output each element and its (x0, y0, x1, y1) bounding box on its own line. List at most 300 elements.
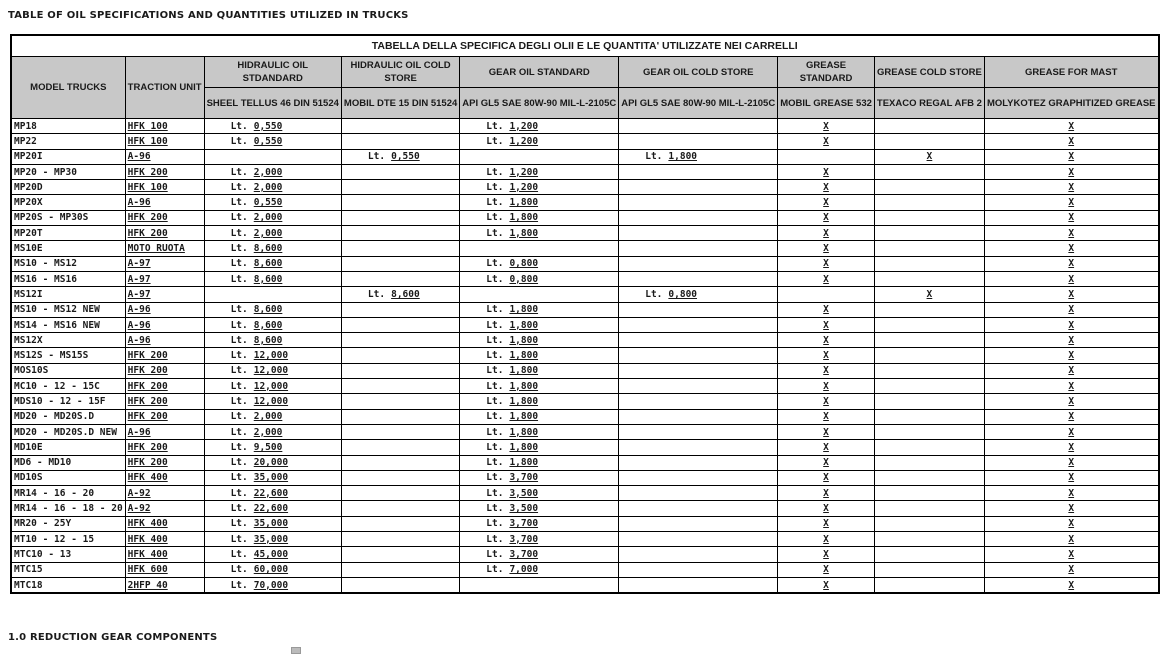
header-grease-standard: GREASE STANDARD (778, 57, 875, 88)
quantity-cell (204, 516, 341, 531)
grease-mark-cell (874, 409, 984, 424)
quantity-cell (619, 164, 778, 179)
quantity-value: 8,600 (253, 273, 283, 285)
grease-mark-cell: X (984, 547, 1158, 562)
quantity-cell (341, 470, 459, 485)
table-row (11, 195, 1159, 210)
quantity-value: 45,000 (253, 548, 289, 560)
quantity-value: 8,600 (253, 334, 283, 346)
traction-unit-cell: HFK 200 (125, 164, 204, 179)
quantity-cell (619, 180, 778, 195)
traction-unit-cell: HFK 200 (125, 394, 204, 409)
grease-mark-cell: X (984, 134, 1158, 149)
unit-label: Lt. (230, 411, 248, 423)
quantity-cell (619, 134, 778, 149)
quantity-cell (460, 577, 619, 593)
grease-mark-cell: X (984, 180, 1158, 195)
table-row (11, 134, 1159, 149)
quantity-value: 22,600 (253, 487, 289, 499)
quantity-value: 0,550 (253, 120, 283, 132)
quantity-cell (619, 424, 778, 439)
model-cell: MR14 - 16 - 18 - 20 (11, 501, 125, 516)
quantity-cell (460, 195, 619, 210)
grease-mark-cell: X (874, 287, 984, 302)
header-model-trucks: MODEL TRUCKS (11, 57, 125, 119)
table-row (11, 501, 1159, 516)
traction-unit-cell: HFK 200 (125, 348, 204, 363)
grease-mark-cell: X (778, 394, 875, 409)
grease-mark-cell: X (984, 501, 1158, 516)
quantity-value: 3,500 (509, 487, 539, 499)
grease-mark-cell: X (778, 348, 875, 363)
traction-unit-cell: HFK 400 (125, 547, 204, 562)
grease-mark-cell: X (984, 119, 1158, 134)
table-row (11, 119, 1159, 134)
quantity-value: 1,800 (509, 380, 539, 392)
quantity-cell (619, 547, 778, 562)
quantity-cell (619, 486, 778, 501)
grease-mark-cell: X (778, 195, 875, 210)
quantity-value: 1,800 (509, 212, 539, 224)
quantity-value: 1,800 (509, 334, 539, 346)
quantity-value: 12,000 (253, 395, 289, 407)
quantity-cell (204, 256, 341, 271)
quantity-value: 1,200 (509, 166, 539, 178)
unit-label: Lt. (230, 457, 248, 469)
header-gear-oil-cold-store: GEAR OIL COLD STORE (619, 57, 778, 88)
unit-label: Lt. (486, 472, 504, 484)
quantity-cell (204, 210, 341, 225)
unit-label: Lt. (486, 181, 504, 193)
quantity-value: 2,000 (253, 411, 283, 423)
quantity-cell (341, 394, 459, 409)
quantity-value: 1,200 (509, 120, 539, 132)
quantity-cell (341, 333, 459, 348)
quantity-cell (204, 149, 341, 164)
quantity-value: 3,500 (509, 503, 539, 515)
quantity-cell (341, 547, 459, 562)
quantity-cell (204, 501, 341, 516)
quantity-value: 1,800 (509, 227, 539, 239)
spec-hydraulic-oil-standard: SHEEL TELLUS 46 DIN 51524 (204, 88, 341, 119)
grease-mark-cell (874, 241, 984, 256)
quantity-cell (204, 271, 341, 286)
quantity-value: 0,550 (253, 135, 283, 147)
quantity-value: 12,000 (253, 365, 289, 377)
quantity-cell (619, 440, 778, 455)
table-row (11, 226, 1159, 241)
quantity-cell (341, 241, 459, 256)
table-row (11, 455, 1159, 470)
quantity-value: 2,000 (253, 166, 283, 178)
grease-mark-cell: X (778, 271, 875, 286)
unit-label: Lt. (486, 273, 504, 285)
section-title: 1.0 REDUCTION GEAR COMPONENTS (8, 632, 218, 643)
quantity-value: 22,600 (253, 503, 289, 515)
quantity-value: 70,000 (253, 579, 289, 591)
quantity-cell (204, 180, 341, 195)
unit-label: Lt. (486, 533, 504, 545)
unit-label: Lt. (230, 258, 248, 270)
unit-label: Lt. (230, 579, 248, 591)
quantity-cell (341, 379, 459, 394)
model-cell: MD20 - MD20S.D (11, 409, 125, 424)
table-row (11, 547, 1159, 562)
quantity-cell (460, 409, 619, 424)
quantity-cell (341, 149, 459, 164)
quantity-value: 1,800 (509, 304, 539, 316)
grease-mark-cell: X (984, 348, 1158, 363)
quantity-cell (204, 317, 341, 332)
spec-grease-standard: MOBIL GREASE 532 (778, 88, 875, 119)
quantity-cell (619, 516, 778, 531)
quantity-cell (460, 164, 619, 179)
unit-label: Lt. (230, 319, 248, 331)
unit-label: Lt. (486, 350, 504, 362)
grease-mark-cell (874, 532, 984, 547)
grease-mark-cell: X (984, 302, 1158, 317)
traction-unit-cell: A-92 (125, 486, 204, 501)
grease-mark-cell: X (778, 317, 875, 332)
quantity-cell (341, 516, 459, 531)
grease-mark-cell: X (984, 226, 1158, 241)
grease-mark-cell: X (984, 195, 1158, 210)
grease-mark-cell: X (984, 562, 1158, 577)
grease-mark-cell: X (778, 134, 875, 149)
grease-mark-cell: X (984, 287, 1158, 302)
grease-mark-cell: X (778, 363, 875, 378)
quantity-value: 0,550 (391, 151, 420, 163)
traction-unit-cell: MOTO RUOTA (125, 241, 204, 256)
unit-label: Lt. (230, 273, 248, 285)
quantity-cell (204, 195, 341, 210)
grease-mark-cell (874, 363, 984, 378)
model-cell: MT10 - 12 - 15 (11, 532, 125, 547)
quantity-cell (619, 195, 778, 210)
grease-mark-cell: X (778, 164, 875, 179)
quantity-cell (460, 180, 619, 195)
quantity-cell (619, 501, 778, 516)
grease-mark-cell (874, 256, 984, 271)
quantity-value: 2,000 (253, 426, 283, 438)
grease-mark-cell (778, 149, 875, 164)
quantity-cell (341, 134, 459, 149)
traction-unit-cell: A-97 (125, 256, 204, 271)
quantity-value: 7,000 (509, 564, 539, 576)
quantity-cell (341, 409, 459, 424)
grease-mark-cell: X (778, 333, 875, 348)
grease-mark-cell (874, 302, 984, 317)
table-row (11, 424, 1159, 439)
unit-label: Lt. (230, 472, 248, 484)
quantity-cell (460, 379, 619, 394)
unit-label: Lt. (486, 426, 504, 438)
grease-mark-cell (874, 470, 984, 485)
unit-label: Lt. (230, 135, 248, 147)
unit-label: Lt. (230, 365, 248, 377)
grease-mark-cell (874, 271, 984, 286)
unit-label: Lt. (230, 243, 248, 255)
grease-mark-cell (874, 424, 984, 439)
model-cell: MP20D (11, 180, 125, 195)
quantity-value: 60,000 (253, 564, 289, 576)
quantity-cell (341, 440, 459, 455)
unit-label: Lt. (486, 334, 504, 346)
unit-label: Lt. (486, 227, 504, 239)
model-cell: MS10 - MS12 (11, 256, 125, 271)
quantity-cell (619, 532, 778, 547)
traction-unit-cell: A-96 (125, 302, 204, 317)
quantity-cell (460, 119, 619, 134)
grease-mark-cell: X (984, 256, 1158, 271)
quantity-cell (204, 226, 341, 241)
unit-label: Lt. (486, 120, 504, 132)
quantity-value: 0,800 (509, 273, 539, 285)
quantity-cell (204, 562, 341, 577)
unit-label: Lt. (486, 411, 504, 423)
model-cell: MD10E (11, 440, 125, 455)
traction-unit-cell: A-96 (125, 317, 204, 332)
quantity-cell (341, 577, 459, 593)
model-cell: MP20S - MP30S (11, 210, 125, 225)
quantity-value: 8,600 (253, 243, 283, 255)
table-row (11, 180, 1159, 195)
unit-label: Lt. (645, 151, 663, 163)
traction-unit-cell: 2HFP 40 (125, 577, 204, 593)
grease-mark-cell: X (778, 241, 875, 256)
grease-mark-cell: X (778, 516, 875, 531)
grease-mark-cell: X (984, 241, 1158, 256)
quantity-value: 0,800 (509, 258, 539, 270)
unit-label: Lt. (486, 197, 504, 209)
grease-mark-cell: X (984, 379, 1158, 394)
quantity-value: 9,500 (253, 441, 283, 453)
traction-unit-cell: HFK 200 (125, 455, 204, 470)
unit-label: Lt. (486, 487, 504, 499)
grease-mark-cell: X (778, 532, 875, 547)
model-cell: MP18 (11, 119, 125, 134)
model-cell: MTC10 - 13 (11, 547, 125, 562)
grease-mark-cell: X (984, 486, 1158, 501)
traction-unit-cell: HFK 100 (125, 134, 204, 149)
table-row (11, 363, 1159, 378)
grease-mark-cell: X (778, 562, 875, 577)
quantity-value: 12,000 (253, 350, 289, 362)
spec-gear-oil-cold-store: API GL5 SAE 80W-90 MIL-L-2105C (619, 88, 778, 119)
grease-mark-cell: X (984, 164, 1158, 179)
model-cell: MD20 - MD20S.D NEW (11, 424, 125, 439)
quantity-cell (460, 271, 619, 286)
quantity-value: 8,600 (253, 304, 283, 316)
unit-label: Lt. (230, 166, 248, 178)
spec-gear-oil-standard: API GL5 SAE 80W-90 MIL-L-2105C (460, 88, 619, 119)
quantity-cell (460, 501, 619, 516)
header-grease-cold-store: GREASE COLD STORE (874, 57, 984, 88)
quantity-cell (341, 317, 459, 332)
quantity-value: 2,000 (253, 227, 283, 239)
table-row (11, 210, 1159, 225)
quantity-cell (204, 333, 341, 348)
quantity-cell (460, 516, 619, 531)
grease-mark-cell (874, 134, 984, 149)
unit-label: Lt. (230, 212, 248, 224)
quantity-cell (204, 440, 341, 455)
quantity-value: 2,000 (253, 181, 283, 193)
model-cell: MP20 - MP30 (11, 164, 125, 179)
quantity-value: 1,800 (509, 411, 539, 423)
quantity-cell (341, 532, 459, 547)
quantity-cell (619, 577, 778, 593)
quantity-value: 0,550 (253, 197, 283, 209)
grease-mark-cell (874, 516, 984, 531)
quantity-cell (341, 119, 459, 134)
quantity-value: 35,000 (253, 533, 289, 545)
grease-mark-cell: X (778, 486, 875, 501)
quantity-cell (341, 424, 459, 439)
grease-mark-cell: X (984, 317, 1158, 332)
quantity-cell (460, 134, 619, 149)
quantity-value: 8,600 (391, 288, 420, 300)
model-cell: MS10 - MS12 NEW (11, 302, 125, 317)
unit-label: Lt. (230, 395, 248, 407)
grease-mark-cell: X (984, 516, 1158, 531)
grease-mark-cell: X (778, 409, 875, 424)
unit-label: Lt. (486, 365, 504, 377)
quantity-cell (341, 226, 459, 241)
grease-mark-cell: X (778, 577, 875, 593)
quantity-value: 0,800 (668, 288, 698, 300)
grease-mark-cell: X (778, 256, 875, 271)
quantity-value: 1,800 (509, 365, 539, 377)
grease-mark-cell: X (778, 470, 875, 485)
traction-unit-cell: HFK 400 (125, 516, 204, 531)
grease-mark-cell: X (984, 470, 1158, 485)
traction-unit-cell: HFK 200 (125, 409, 204, 424)
unit-label: Lt. (486, 319, 504, 331)
grease-mark-cell (874, 226, 984, 241)
quantity-cell (204, 119, 341, 134)
unit-label: Lt. (230, 487, 248, 499)
quantity-cell (204, 532, 341, 547)
table-row (11, 562, 1159, 577)
model-cell: MDS10 - 12 - 15F (11, 394, 125, 409)
quantity-cell (204, 577, 341, 593)
quantity-cell (619, 210, 778, 225)
unit-label: Lt. (486, 564, 504, 576)
oil-specification-table (10, 34, 1160, 594)
grease-mark-cell (874, 577, 984, 593)
quantity-cell (460, 317, 619, 332)
grease-mark-cell: X (778, 119, 875, 134)
quantity-value: 1,800 (509, 350, 539, 362)
unit-label: Lt. (486, 166, 504, 178)
table-row (11, 348, 1159, 363)
quantity-cell (619, 302, 778, 317)
table-row (11, 516, 1159, 531)
quantity-value: 35,000 (253, 472, 289, 484)
unit-label: Lt. (230, 380, 248, 392)
quantity-cell (619, 317, 778, 332)
quantity-value: 3,700 (509, 533, 539, 545)
quantity-cell (460, 149, 619, 164)
quantity-value: 3,700 (509, 548, 539, 560)
quantity-value: 2,000 (253, 212, 283, 224)
grease-mark-cell (874, 562, 984, 577)
quantity-value: 1,200 (509, 135, 539, 147)
traction-unit-cell: HFK 200 (125, 363, 204, 378)
traction-unit-cell: A-96 (125, 333, 204, 348)
spec-grease-for-mast: MOLYKOTEZ GRAPHITIZED GREASE (984, 88, 1158, 119)
scroll-handle[interactable] (291, 647, 301, 654)
traction-unit-cell: HFK 200 (125, 226, 204, 241)
table-row (11, 409, 1159, 424)
header-hydraulic-oil-standard: HIDRAULIC OIL STDANDARD (204, 57, 341, 88)
unit-label: Lt. (230, 334, 248, 346)
quantity-cell (460, 348, 619, 363)
quantity-cell (460, 394, 619, 409)
model-cell: MS14 - MS16 NEW (11, 317, 125, 332)
unit-label: Lt. (486, 548, 504, 560)
quantity-cell (460, 486, 619, 501)
quantity-value: 1,800 (668, 151, 698, 163)
spec-grease-cold-store: TEXACO REGAL AFB 2 (874, 88, 984, 119)
unit-label: Lt. (230, 227, 248, 239)
table-row (11, 532, 1159, 547)
traction-unit-cell: A-92 (125, 501, 204, 516)
unit-label: Lt. (230, 181, 248, 193)
quantity-cell (341, 180, 459, 195)
quantity-cell (619, 409, 778, 424)
quantity-cell (619, 455, 778, 470)
model-cell: MS12I (11, 287, 125, 302)
grease-mark-cell (874, 501, 984, 516)
table-row (11, 577, 1159, 593)
table-row (11, 241, 1159, 256)
table-row (11, 256, 1159, 271)
grease-mark-cell (874, 547, 984, 562)
model-cell: MS16 - MS16 (11, 271, 125, 286)
quantity-cell (619, 226, 778, 241)
quantity-cell (460, 302, 619, 317)
grease-mark-cell (874, 394, 984, 409)
model-cell: MC10 - 12 - 15C (11, 379, 125, 394)
quantity-cell (619, 119, 778, 134)
model-cell: MP20I (11, 149, 125, 164)
grease-mark-cell: X (778, 455, 875, 470)
quantity-cell (460, 287, 619, 302)
grease-mark-cell: X (874, 149, 984, 164)
unit-label: Lt. (230, 120, 248, 132)
quantity-cell (204, 287, 341, 302)
quantity-cell (341, 271, 459, 286)
unit-label: Lt. (486, 441, 504, 453)
quantity-cell (619, 394, 778, 409)
unit-label: Lt. (230, 197, 248, 209)
model-cell: MR14 - 16 - 20 (11, 486, 125, 501)
quantity-cell (341, 210, 459, 225)
quantity-value: 1,800 (509, 319, 539, 331)
model-cell: MD10S (11, 470, 125, 485)
quantity-value: 8,600 (253, 258, 283, 270)
unit-label: Lt. (367, 151, 386, 163)
quantity-cell (619, 333, 778, 348)
unit-label: Lt. (230, 503, 248, 515)
quantity-value: 3,700 (509, 472, 539, 484)
grease-mark-cell: X (778, 180, 875, 195)
quantity-cell (341, 348, 459, 363)
table-row (11, 164, 1159, 179)
quantity-cell (619, 149, 778, 164)
